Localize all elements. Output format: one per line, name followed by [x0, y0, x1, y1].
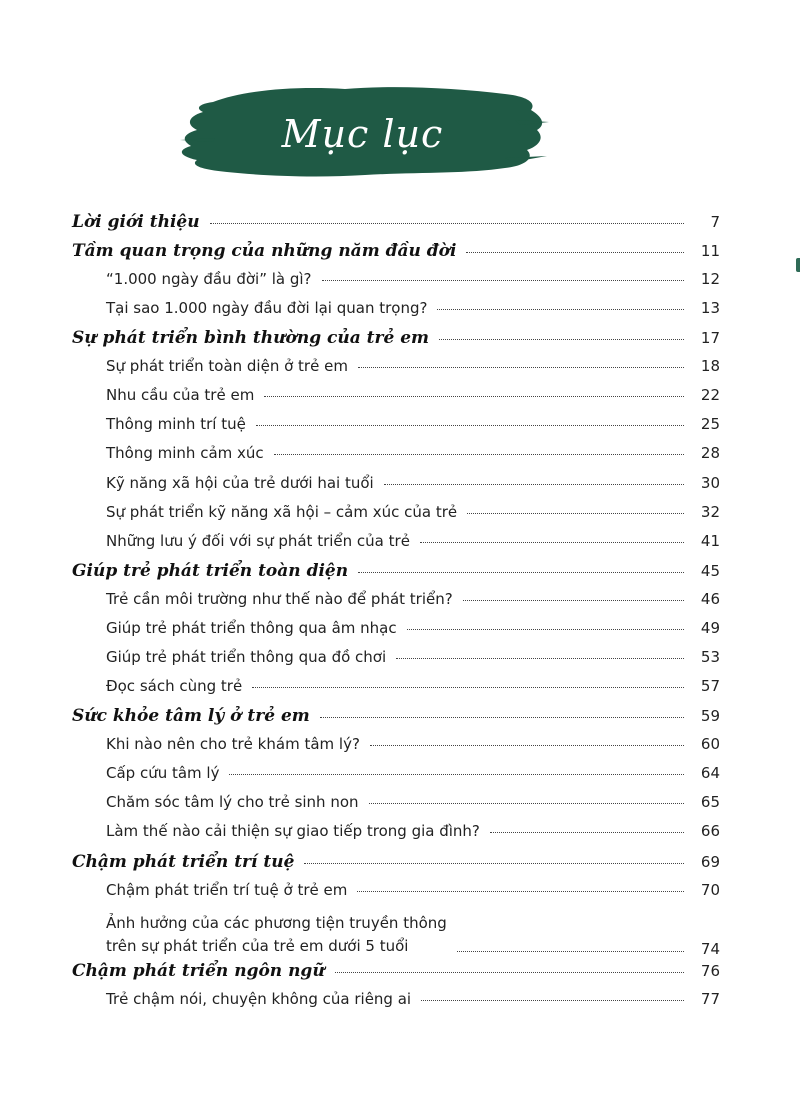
dot-leader — [466, 252, 684, 253]
toc-page-number: 76 — [700, 962, 720, 980]
toc-entry-label: Giúp trẻ phát triển thông qua đồ chơi — [106, 648, 387, 666]
toc-section-entry — [106, 619, 720, 645]
toc-entry-label: Khi nào nên cho trẻ khám tâm lý? — [106, 735, 360, 753]
toc-page-number: 32 — [700, 503, 720, 521]
toc-page-number: 22 — [700, 386, 720, 404]
toc-page-number: 74 — [700, 940, 720, 958]
dot-leader — [357, 891, 684, 892]
toc-entry-label: Giúp trẻ phát triển thông qua âm nhạc — [106, 619, 397, 637]
toc-entry-label — [106, 912, 447, 958]
dot-leader — [322, 280, 684, 281]
toc-entry-label: Trẻ chậm nói, chuyện không của riêng ai — [106, 990, 412, 1008]
toc-entry-label: Chăm sóc tâm lý cho trẻ sinh non — [106, 793, 359, 811]
toc-section-entry — [106, 910, 720, 958]
dot-leader — [457, 951, 684, 952]
toc-page-number: 45 — [700, 562, 720, 580]
toc-entry-label: Làm thế nào cải thiện sự giao tiếp trong gia đình? — [106, 822, 480, 840]
toc-entry-label: Giúp trẻ phát triển toàn diện — [72, 561, 349, 581]
toc-section-entry — [106, 764, 720, 790]
toc-page-number: 49 — [700, 619, 720, 637]
toc-entry-label: Thông minh trí tuệ — [106, 415, 246, 433]
toc-page-number: 11 — [700, 242, 720, 260]
toc-entry-label: Cấp cứu tâm lý — [106, 764, 220, 782]
toc-section-entry — [106, 590, 720, 616]
dot-leader — [437, 309, 684, 310]
dot-leader — [490, 832, 684, 833]
toc-page-number: 41 — [700, 532, 720, 550]
toc-section-entry — [106, 270, 720, 296]
toc-chapter-entry — [72, 328, 720, 354]
toc-page-number: 12 — [700, 270, 720, 288]
dot-leader — [304, 863, 684, 864]
toc-chapter-entry — [72, 706, 720, 732]
dot-leader — [370, 745, 684, 746]
toc-entry-label-line: Ảnh hưởng của các phương tiện truyền thông — [106, 914, 447, 932]
toc-page-number: 64 — [700, 764, 720, 782]
toc-page-number: 30 — [700, 474, 720, 492]
toc-entry-label: Sự phát triển bình thường của trẻ em — [72, 328, 429, 348]
toc-page-number: 70 — [700, 881, 720, 899]
dot-leader — [335, 972, 684, 973]
dot-leader — [439, 339, 684, 340]
page-edge-mark — [796, 258, 800, 272]
toc-entry-label: Tầm quan trọng của những năm đầu đời — [72, 241, 457, 261]
toc-entry-label: “1.000 ngày đầu đời” là gì? — [106, 270, 312, 288]
dot-leader — [252, 687, 684, 688]
toc-section-entry — [106, 415, 720, 441]
dot-leader — [396, 658, 684, 659]
toc-entry-label-line: trên sự phát triển của trẻ em dưới 5 tuổi — [106, 937, 409, 955]
toc-page-number: 77 — [700, 990, 720, 1008]
dot-leader — [274, 454, 684, 455]
toc-section-entry — [106, 503, 720, 529]
toc-page-number: 53 — [700, 648, 720, 666]
toc-entry-label: Sức khỏe tâm lý ở trẻ em — [72, 706, 310, 726]
toc-section-entry — [106, 677, 720, 703]
toc-page-number: 46 — [700, 590, 720, 608]
toc-entry-label: Nhu cầu của trẻ em — [106, 386, 255, 404]
dot-leader — [320, 717, 684, 718]
toc-page-number: 65 — [700, 793, 720, 811]
toc-page-number: 17 — [700, 329, 720, 347]
dot-leader — [358, 367, 684, 368]
toc-page-number: 18 — [700, 357, 720, 375]
toc-entry-label: Sự phát triển toàn diện ở trẻ em — [106, 357, 348, 375]
dot-leader — [420, 542, 684, 543]
toc-section-entry — [106, 648, 720, 674]
toc-chapter-entry — [72, 852, 720, 878]
toc-entry-label: Đọc sách cùng trẻ — [106, 677, 243, 695]
toc-page-number: 13 — [700, 299, 720, 317]
dot-leader — [407, 629, 684, 630]
dot-leader — [369, 803, 684, 804]
toc-section-entry — [106, 881, 720, 907]
toc-entry-label: Chậm phát triển trí tuệ — [72, 852, 295, 872]
dot-leader — [229, 774, 684, 775]
toc-entry-label: Trẻ cần môi trường như thế nào để phát triển? — [106, 590, 453, 608]
toc-section-entry — [106, 386, 720, 412]
toc-section-entry — [106, 299, 720, 325]
toc-page-number: 59 — [700, 707, 720, 725]
toc-entry-label: Chậm phát triển trí tuệ ở trẻ em — [106, 881, 348, 899]
toc-page-number: 25 — [700, 415, 720, 433]
dot-leader — [256, 425, 684, 426]
toc-section-entry — [106, 474, 720, 500]
toc-chapter-entry — [72, 561, 720, 587]
toc-page-number: 28 — [700, 444, 720, 462]
toc-entry-label: Thông minh cảm xúc — [106, 444, 264, 462]
toc-page-number: 57 — [700, 677, 720, 695]
dot-leader — [210, 223, 684, 224]
toc-entry-label: Sự phát triển kỹ năng xã hội – cảm xúc của trẻ — [106, 503, 458, 521]
toc-page-number: 66 — [700, 822, 720, 840]
dot-leader — [264, 396, 684, 397]
toc-entry-label: Những lưu ý đối với sự phát triển của trẻ — [106, 532, 410, 550]
toc-section-entry — [106, 990, 720, 1016]
dot-leader — [358, 572, 684, 573]
toc-entry-label: Tại sao 1.000 ngày đầu đời lại quan trọng? — [106, 299, 428, 317]
toc-page-number: 60 — [700, 735, 720, 753]
toc-entry-label: Lời giới thiệu — [72, 212, 200, 232]
toc-section-entry — [106, 532, 720, 558]
dot-leader — [467, 513, 684, 514]
dot-leader — [463, 600, 684, 601]
toc-section-entry — [106, 793, 720, 819]
toc-page-number: 7 — [710, 213, 720, 231]
toc-chapter-entry — [72, 212, 720, 238]
toc-entry-label: Chậm phát triển ngôn ngữ — [72, 961, 325, 981]
toc-page-number: 69 — [700, 853, 720, 871]
toc-section-entry — [106, 357, 720, 383]
page-title: Mục lục — [281, 111, 444, 156]
dot-leader — [384, 484, 684, 485]
toc-chapter-entry — [72, 961, 720, 987]
toc-entry-label: Kỹ năng xã hội của trẻ dưới hai tuổi — [106, 474, 374, 492]
toc-section-entry — [106, 444, 720, 470]
dot-leader — [421, 1000, 684, 1001]
toc-chapter-entry — [72, 241, 720, 267]
toc-section-entry — [106, 822, 720, 848]
toc-section-entry — [106, 735, 720, 761]
